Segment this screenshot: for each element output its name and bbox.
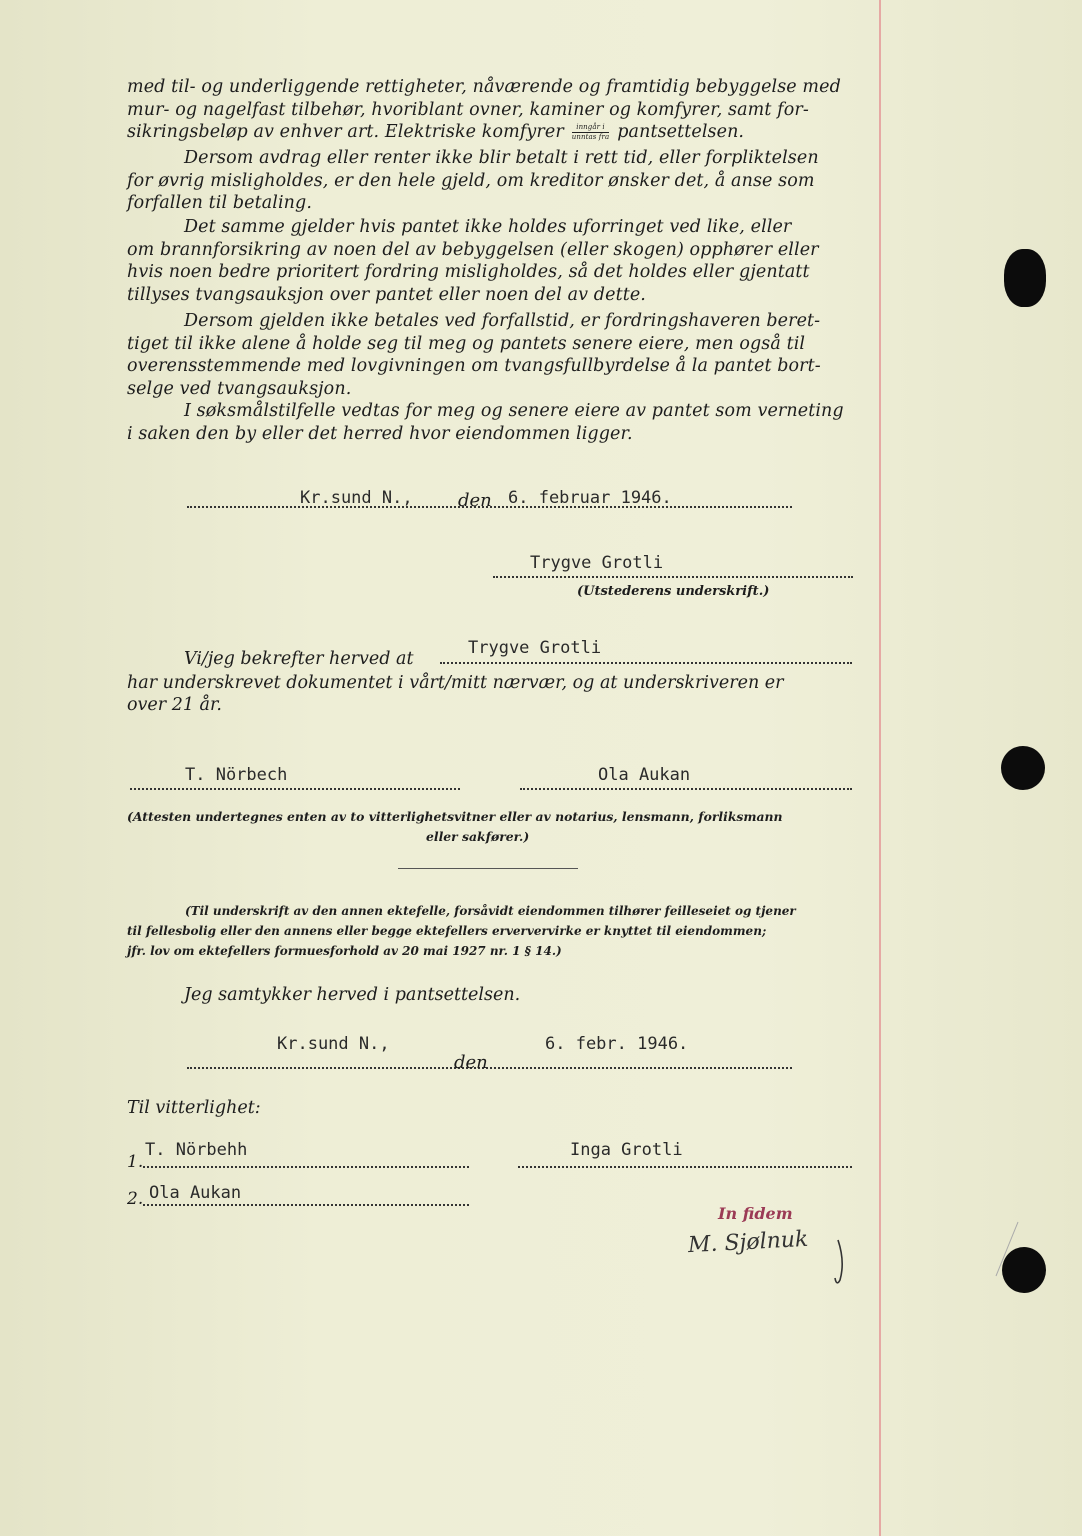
witness-number-2: 2. — [127, 1189, 144, 1209]
binder-hole-top — [1004, 249, 1046, 307]
witness-2-name-2: Ola Aukan — [149, 1183, 242, 1203]
margin-rule — [879, 0, 881, 1536]
attest-note-line1: (Attesten undertegnes enten av to vitterlighetsvitner eller av notarius, lensmann, forliksmann — [127, 809, 783, 824]
fraction-inngar-unntas: $\frac{\text{inngår i}}{\text{unntas fra}}$ — [571, 123, 610, 142]
witness-2-name-1: T. Nörbehh — [145, 1140, 248, 1160]
witness-2-line-1 — [143, 1166, 469, 1168]
witness-statement-prefix: Vi/jeg bekrefter herved at — [184, 649, 414, 669]
binder-hole-middle — [1001, 746, 1045, 790]
attest-note-line2: eller sakfører.) — [426, 829, 530, 844]
spouse-signature-line — [518, 1166, 852, 1168]
issuer-name: Trygve Grotli — [530, 553, 664, 573]
spouse-note-line2: til fellesbolig eller den annens eller begge ektefellers erververvirke er knyttet til eiendommen; — [127, 924, 767, 938]
witness-statement-line3: over 21 år. — [127, 695, 222, 715]
date-1: 6. februar 1946. — [508, 488, 672, 508]
place-1: Kr.sund N., — [300, 488, 413, 508]
witness-line-right — [520, 788, 852, 790]
spouse-note-line1: (Til underskrift av den annen ektefelle, forsåvidt eiendommen tilhører feilleseiet og tjener — [185, 904, 796, 918]
signature-flourish — [824, 1238, 854, 1288]
paragraph-property-rights: med til- og underliggende rettigheter, nåværende og framtidig bebyggelse med mur- og nagelfast tilbehør, hvoriblant ovner, kaminer og komfyrer, samt for- sikringsbeløp av enhver art. Elektriske komfyrer $\frac{\text{inngår i}}{\text{unntas fra}}$ pantsettelsen. — [127, 77, 841, 143]
witness-statement-name: Trygve Grotli — [468, 638, 602, 658]
den-label-2: den — [454, 1052, 488, 1073]
witness-statement-line — [440, 662, 852, 664]
witness-line-left — [130, 788, 460, 790]
paragraph-same-applies: Det samme gjelder hvis pantet ikke holdes uforringet ved like, eller om brannforsikring av noen del av bebyggelsen (eller skogen) opphører eller hvis noen bedre prioritert fordring misligholdes, så det holdes eller gjentatt tillyses tvangsauksjon over pantet eller noen del av dette. — [127, 217, 819, 306]
witness-number-1: 1. — [127, 1152, 144, 1172]
notary-signature: M. Sjølnuk — [687, 1226, 809, 1259]
place-date-line-2 — [187, 1067, 792, 1069]
in-fidem-stamp: In fidem — [718, 1204, 793, 1223]
witness-statement-line2: har underskrevet dokumentet i vårt/mitt nærvær, og at underskriveren er — [127, 673, 784, 693]
spouse-signature-name: Inga Grotli — [570, 1140, 683, 1160]
paragraph-enforcement: Dersom gjelden ikke betales ved forfallstid, er fordringshaveren beret- tiget til ikke alene å holde seg til meg og pantets senere eiere, men også til overensstemmende med lovgivningen om tvangsfullbyrdelse å la pantet bort- selge ved tvangsauksjon. — [127, 311, 821, 400]
paragraph-default: Dersom avdrag eller renter ikke blir betalt i rett tid, eller forpliktelsen for øvrig misligholdes, er den hele gjeld, om kreditor ønsker det, å anse som forfallen til betaling. — [127, 148, 819, 214]
witness-1-right: Ola Aukan — [598, 765, 691, 785]
til-vitterlighet-label: Til vitterlighet: — [127, 1098, 261, 1118]
den-label-1: den — [458, 490, 492, 511]
paragraph-venue: I søksmålstilfelle vedtas for meg og senere eiere av pantet som verneting i saken den by eller det herred hvor eiendommen ligger. — [127, 401, 844, 444]
witness-1-left: T. Nörbech — [185, 765, 288, 785]
spouse-note-line3: jfr. lov om ektefellers formuesforhold av 20 mai 1927 nr. 1 § 14.) — [127, 944, 562, 958]
issuer-signature-line — [493, 576, 853, 578]
place-2: Kr.sund N., — [277, 1034, 390, 1054]
witness-2-line-2 — [143, 1204, 469, 1206]
consent-statement: Jeg samtykker herved i pantsettelsen. — [184, 985, 521, 1005]
issuer-caption: (Utstederens underskrift.) — [577, 584, 770, 599]
date-2: 6. febr. 1946. — [545, 1034, 689, 1054]
pencil-mark — [992, 1220, 1022, 1280]
divider — [398, 868, 578, 869]
